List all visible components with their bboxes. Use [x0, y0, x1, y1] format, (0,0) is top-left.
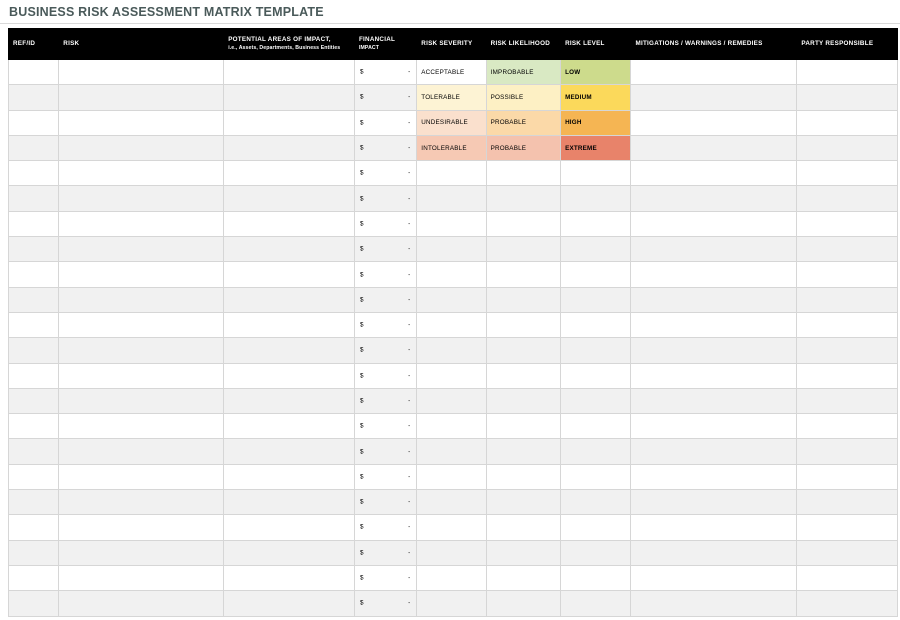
cell-financial-impact[interactable] [354, 237, 416, 262]
cell-risk-level[interactable] [561, 312, 631, 337]
table-row [9, 135, 898, 160]
cell-risk-severity[interactable] [417, 490, 486, 515]
cell-financial-impact[interactable] [354, 363, 416, 388]
column-header-risk-severity: RISK SEVERITY [417, 29, 486, 60]
cell-risk-level[interactable] [561, 262, 631, 287]
cell-party-responsible[interactable] [797, 85, 898, 110]
currency-dash: - [408, 549, 411, 557]
cell-financial-impact[interactable] [354, 565, 416, 590]
cell-party-responsible[interactable] [797, 161, 898, 186]
cell-ref-id[interactable] [9, 161, 59, 186]
cell-financial-impact[interactable] [354, 515, 416, 540]
cell-party-responsible[interactable] [797, 414, 898, 439]
currency-symbol: $ [359, 599, 364, 607]
cell-risk-level[interactable] [561, 540, 631, 565]
cell-risk-severity[interactable] [417, 565, 486, 590]
cell-ref-id[interactable] [9, 135, 59, 160]
table-body [9, 60, 898, 617]
cell-risk[interactable] [59, 565, 224, 590]
currency-dash: - [408, 169, 411, 177]
column-header-ref-id: REF/ID [9, 29, 59, 60]
cell-ref-id[interactable] [9, 110, 59, 135]
table-row [9, 540, 898, 565]
cell-risk-likelihood[interactable] [486, 490, 560, 515]
table-row [9, 237, 898, 262]
title-bar [0, 0, 900, 24]
cell-mitigations[interactable] [631, 515, 797, 540]
cell-mitigations[interactable] [631, 464, 797, 489]
column-header-party-responsible: PARTY RESPONSIBLE [797, 29, 898, 60]
cell-potential-areas[interactable] [224, 186, 355, 211]
currency-symbol: $ [359, 448, 364, 456]
cell-risk[interactable] [59, 85, 224, 110]
table-row [9, 211, 898, 236]
cell-ref-id[interactable] [9, 414, 59, 439]
cell-party-responsible[interactable] [797, 540, 898, 565]
cell-mitigations[interactable] [631, 237, 797, 262]
cell-risk-severity[interactable] [417, 287, 486, 312]
currency-dash: - [408, 372, 411, 380]
currency-dash: - [408, 422, 411, 430]
currency-symbol: $ [359, 523, 364, 531]
cell-risk[interactable] [59, 414, 224, 439]
cell-mitigations[interactable] [631, 388, 797, 413]
cell-risk-level[interactable] [561, 490, 631, 515]
cell-risk[interactable] [59, 262, 224, 287]
column-header-risk-likelihood: RISK LIKELIHOOD [486, 29, 560, 60]
risk-assessment-table [8, 28, 898, 617]
cell-risk[interactable] [59, 161, 224, 186]
cell-mitigations[interactable] [631, 338, 797, 363]
cell-risk-likelihood[interactable]: PROBABLE [486, 110, 560, 135]
currency-dash: - [408, 119, 411, 127]
cell-party-responsible[interactable] [797, 363, 898, 388]
cell-potential-areas[interactable] [224, 338, 355, 363]
column-header-potential-areas-of-impact: POTENTIAL AREAS OF IMPACT, i.e., Assets, Departments, Business Entities [224, 29, 355, 60]
cell-risk-severity[interactable]: ACCEPTABLE [417, 60, 486, 85]
cell-mitigations[interactable] [631, 490, 797, 515]
cell-risk-likelihood[interactable] [486, 186, 560, 211]
cell-risk-likelihood[interactable]: POSSIBLE [486, 85, 560, 110]
cell-party-responsible[interactable] [797, 287, 898, 312]
cell-party-responsible[interactable] [797, 388, 898, 413]
cell-potential-areas[interactable] [224, 515, 355, 540]
currency-dash: - [408, 271, 411, 279]
cell-risk[interactable] [59, 490, 224, 515]
table-row [9, 490, 898, 515]
cell-risk-severity[interactable] [417, 540, 486, 565]
table-row [9, 85, 898, 110]
cell-party-responsible[interactable] [797, 110, 898, 135]
cell-ref-id[interactable] [9, 186, 59, 211]
table-row [9, 287, 898, 312]
cell-financial-impact[interactable] [354, 414, 416, 439]
cell-potential-areas[interactable] [224, 565, 355, 590]
cell-financial-impact[interactable] [354, 287, 416, 312]
cell-risk[interactable] [59, 363, 224, 388]
table-row [9, 60, 898, 85]
cell-risk[interactable] [59, 110, 224, 135]
cell-risk-level[interactable] [561, 338, 631, 363]
currency-symbol: $ [359, 169, 364, 177]
cell-risk[interactable] [59, 591, 224, 616]
currency-dash: - [408, 599, 411, 607]
cell-risk[interactable] [59, 287, 224, 312]
cell-potential-areas[interactable] [224, 135, 355, 160]
cell-ref-id[interactable] [9, 515, 59, 540]
cell-financial-impact[interactable] [354, 60, 416, 85]
currency-symbol: $ [359, 397, 364, 405]
table-row [9, 591, 898, 616]
table-row [9, 515, 898, 540]
cell-party-responsible[interactable] [797, 237, 898, 262]
currency-dash: - [408, 195, 411, 203]
cell-risk-likelihood[interactable] [486, 515, 560, 540]
currency-dash: - [408, 93, 411, 101]
currency-symbol: $ [359, 93, 364, 101]
cell-risk-likelihood[interactable] [486, 237, 560, 262]
cell-risk-severity[interactable] [417, 338, 486, 363]
cell-risk-likelihood[interactable] [486, 565, 560, 590]
cell-potential-areas[interactable] [224, 211, 355, 236]
cell-potential-areas[interactable] [224, 312, 355, 337]
cell-financial-impact[interactable] [354, 110, 416, 135]
currency-symbol: $ [359, 422, 364, 430]
cell-potential-areas[interactable] [224, 540, 355, 565]
table-row [9, 464, 898, 489]
cell-financial-impact[interactable] [354, 338, 416, 363]
currency-symbol: $ [359, 220, 364, 228]
cell-risk-likelihood[interactable]: IMPROBABLE [486, 60, 560, 85]
cell-risk-likelihood[interactable] [486, 414, 560, 439]
cell-risk-severity[interactable] [417, 363, 486, 388]
cell-risk[interactable] [59, 211, 224, 236]
cell-party-responsible[interactable] [797, 262, 898, 287]
cell-risk-likelihood[interactable] [486, 591, 560, 616]
cell-party-responsible[interactable] [797, 135, 898, 160]
cell-risk-level[interactable] [561, 363, 631, 388]
currency-symbol: $ [359, 296, 364, 304]
cell-risk[interactable] [59, 540, 224, 565]
cell-risk-likelihood[interactable] [486, 540, 560, 565]
table-row [9, 110, 898, 135]
cell-party-responsible[interactable] [797, 312, 898, 337]
cell-risk-likelihood[interactable] [486, 161, 560, 186]
cell-risk-severity[interactable]: TOLERABLE [417, 85, 486, 110]
cell-financial-impact[interactable] [354, 312, 416, 337]
currency-dash: - [408, 448, 411, 456]
cell-potential-areas[interactable] [224, 110, 355, 135]
cell-risk-severity[interactable] [417, 237, 486, 262]
cell-risk-level[interactable] [561, 464, 631, 489]
cell-risk-severity[interactable]: INTOLERABLE [417, 135, 486, 160]
cell-ref-id[interactable] [9, 312, 59, 337]
cell-ref-id[interactable] [9, 287, 59, 312]
cell-ref-id[interactable] [9, 262, 59, 287]
cell-mitigations[interactable] [631, 211, 797, 236]
cell-risk-level[interactable] [561, 439, 631, 464]
cell-potential-areas[interactable] [224, 237, 355, 262]
cell-party-responsible[interactable] [797, 338, 898, 363]
cell-mitigations[interactable] [631, 287, 797, 312]
currency-symbol: $ [359, 68, 364, 76]
cell-mitigations[interactable] [631, 312, 797, 337]
cell-party-responsible[interactable] [797, 186, 898, 211]
cell-party-responsible[interactable] [797, 515, 898, 540]
currency-dash: - [408, 346, 411, 354]
cell-risk-severity[interactable] [417, 262, 486, 287]
cell-risk-level[interactable]: EXTREME [561, 135, 631, 160]
cell-potential-areas[interactable] [224, 363, 355, 388]
column-header-financial-impact-subtitle: IMPACT [358, 45, 380, 52]
cell-mitigations[interactable] [631, 135, 797, 160]
cell-ref-id[interactable] [9, 565, 59, 590]
cell-financial-impact[interactable] [354, 85, 416, 110]
cell-risk-severity[interactable] [417, 414, 486, 439]
currency-dash: - [408, 68, 411, 76]
cell-financial-impact[interactable] [354, 464, 416, 489]
currency-dash: - [408, 498, 411, 506]
currency-dash: - [408, 473, 411, 481]
cell-risk-level[interactable]: HIGH [561, 110, 631, 135]
cell-ref-id[interactable] [9, 85, 59, 110]
cell-risk-level[interactable]: MEDIUM [561, 85, 631, 110]
cell-risk-level[interactable] [561, 388, 631, 413]
cell-party-responsible[interactable] [797, 490, 898, 515]
cell-risk[interactable] [59, 135, 224, 160]
cell-financial-impact[interactable] [354, 591, 416, 616]
cell-ref-id[interactable] [9, 388, 59, 413]
currency-symbol: $ [359, 549, 364, 557]
cell-mitigations[interactable] [631, 540, 797, 565]
cell-risk-likelihood[interactable] [486, 464, 560, 489]
cell-potential-areas[interactable] [224, 161, 355, 186]
cell-potential-areas[interactable] [224, 464, 355, 489]
table-row [9, 161, 898, 186]
cell-ref-id[interactable] [9, 464, 59, 489]
cell-mitigations[interactable] [631, 439, 797, 464]
cell-mitigations[interactable] [631, 60, 797, 85]
cell-risk-severity[interactable] [417, 186, 486, 211]
currency-symbol: $ [359, 119, 364, 127]
cell-risk-severity[interactable] [417, 515, 486, 540]
table-row [9, 439, 898, 464]
column-header-mitigations: MITIGATIONS / WARNINGS / REMEDIES [631, 29, 797, 60]
currency-dash: - [408, 321, 411, 329]
cell-financial-impact[interactable] [354, 186, 416, 211]
cell-risk-level[interactable] [561, 287, 631, 312]
cell-party-responsible[interactable] [797, 591, 898, 616]
cell-mitigations[interactable] [631, 161, 797, 186]
cell-risk-likelihood[interactable] [486, 287, 560, 312]
currency-symbol: $ [359, 473, 364, 481]
cell-mitigations[interactable] [631, 591, 797, 616]
currency-symbol: $ [359, 372, 364, 380]
cell-risk[interactable] [59, 186, 224, 211]
column-header-potential-areas-subtitle: i.e., Assets, Departments, Business Entities [228, 45, 341, 52]
cell-risk-likelihood[interactable] [486, 338, 560, 363]
currency-dash: - [408, 144, 411, 152]
currency-symbol: $ [359, 195, 364, 203]
cell-risk-severity[interactable] [417, 161, 486, 186]
cell-mitigations[interactable] [631, 363, 797, 388]
cell-potential-areas[interactable] [224, 490, 355, 515]
cell-financial-impact[interactable] [354, 161, 416, 186]
currency-symbol: $ [359, 321, 364, 329]
cell-ref-id[interactable] [9, 490, 59, 515]
table-row [9, 565, 898, 590]
table-row [9, 363, 898, 388]
currency-symbol: $ [359, 574, 364, 582]
cell-risk-likelihood[interactable] [486, 262, 560, 287]
cell-risk-level[interactable] [561, 591, 631, 616]
cell-risk-level[interactable] [561, 161, 631, 186]
currency-symbol: $ [359, 245, 364, 253]
cell-mitigations[interactable] [631, 414, 797, 439]
cell-financial-impact[interactable] [354, 540, 416, 565]
cell-potential-areas[interactable] [224, 287, 355, 312]
cell-ref-id[interactable] [9, 237, 59, 262]
cell-risk[interactable] [59, 338, 224, 363]
currency-symbol: $ [359, 346, 364, 354]
cell-mitigations[interactable] [631, 565, 797, 590]
cell-risk-severity[interactable] [417, 439, 486, 464]
cell-potential-areas[interactable] [224, 388, 355, 413]
cell-risk-level[interactable] [561, 565, 631, 590]
cell-risk[interactable] [59, 439, 224, 464]
cell-potential-areas[interactable] [224, 414, 355, 439]
currency-symbol: $ [359, 144, 364, 152]
cell-risk-likelihood[interactable] [486, 363, 560, 388]
table-row [9, 312, 898, 337]
cell-risk-level[interactable] [561, 414, 631, 439]
cell-financial-impact[interactable] [354, 490, 416, 515]
cell-risk-severity[interactable] [417, 312, 486, 337]
column-header-risk-level: RISK LEVEL [561, 29, 631, 60]
cell-mitigations[interactable] [631, 110, 797, 135]
cell-financial-impact[interactable] [354, 135, 416, 160]
cell-risk-severity[interactable] [417, 464, 486, 489]
cell-risk-level[interactable] [561, 186, 631, 211]
table-row [9, 414, 898, 439]
cell-party-responsible[interactable] [797, 60, 898, 85]
cell-risk-likelihood[interactable]: PROBABLE [486, 135, 560, 160]
cell-potential-areas[interactable] [224, 591, 355, 616]
cell-financial-impact[interactable] [354, 262, 416, 287]
cell-risk[interactable] [59, 312, 224, 337]
cell-risk-likelihood[interactable] [486, 312, 560, 337]
cell-party-responsible[interactable] [797, 464, 898, 489]
cell-party-responsible[interactable] [797, 211, 898, 236]
cell-risk-likelihood[interactable] [486, 211, 560, 236]
currency-dash: - [408, 296, 411, 304]
cell-risk-severity[interactable]: UNDESIRABLE [417, 110, 486, 135]
cell-risk[interactable] [59, 515, 224, 540]
cell-financial-impact[interactable] [354, 211, 416, 236]
cell-mitigations[interactable] [631, 85, 797, 110]
table-row [9, 388, 898, 413]
cell-risk-level[interactable]: LOW [561, 60, 631, 85]
cell-risk[interactable] [59, 388, 224, 413]
cell-risk-level[interactable] [561, 211, 631, 236]
cell-risk-severity[interactable] [417, 591, 486, 616]
cell-mitigations[interactable] [631, 262, 797, 287]
cell-risk[interactable] [59, 237, 224, 262]
currency-symbol: $ [359, 498, 364, 506]
cell-potential-areas[interactable] [224, 262, 355, 287]
currency-dash: - [408, 220, 411, 228]
cell-risk[interactable] [59, 60, 224, 85]
table-row [9, 262, 898, 287]
cell-ref-id[interactable] [9, 439, 59, 464]
cell-risk-level[interactable] [561, 515, 631, 540]
table-header-row [9, 29, 898, 60]
page-title: BUSINESS RISK ASSESSMENT MATRIX TEMPLATE [9, 4, 324, 19]
currency-symbol: $ [359, 271, 364, 279]
column-header-financial-impact: FINANCIAL IMPACT [354, 29, 416, 60]
currency-dash: - [408, 397, 411, 405]
cell-financial-impact[interactable] [354, 388, 416, 413]
cell-potential-areas[interactable] [224, 439, 355, 464]
cell-financial-impact[interactable] [354, 439, 416, 464]
cell-risk-likelihood[interactable] [486, 439, 560, 464]
currency-dash: - [408, 574, 411, 582]
cell-risk[interactable] [59, 464, 224, 489]
cell-ref-id[interactable] [9, 60, 59, 85]
cell-risk-severity[interactable] [417, 211, 486, 236]
table-row [9, 186, 898, 211]
cell-ref-id[interactable] [9, 591, 59, 616]
cell-risk-severity[interactable] [417, 388, 486, 413]
table-row [9, 338, 898, 363]
cell-risk-likelihood[interactable] [486, 388, 560, 413]
cell-ref-id[interactable] [9, 338, 59, 363]
cell-potential-areas[interactable] [224, 85, 355, 110]
cell-mitigations[interactable] [631, 186, 797, 211]
cell-ref-id[interactable] [9, 540, 59, 565]
cell-ref-id[interactable] [9, 363, 59, 388]
column-header-risk: RISK [59, 29, 224, 60]
cell-party-responsible[interactable] [797, 565, 898, 590]
cell-potential-areas[interactable] [224, 60, 355, 85]
cell-party-responsible[interactable] [797, 439, 898, 464]
cell-risk-level[interactable] [561, 237, 631, 262]
currency-dash: - [408, 245, 411, 253]
cell-ref-id[interactable] [9, 211, 59, 236]
currency-dash: - [408, 523, 411, 531]
